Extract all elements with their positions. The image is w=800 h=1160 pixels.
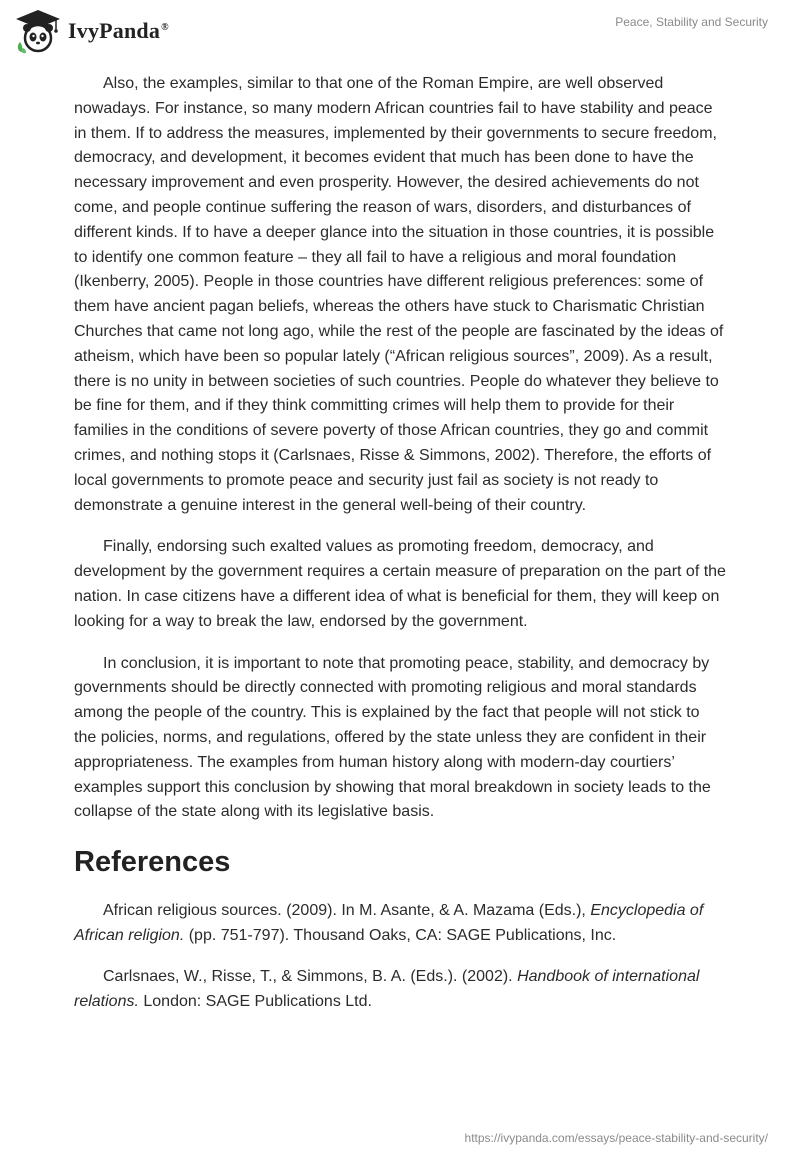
reference-item-2: [74, 965, 726, 1015]
document-title: Peace, Stability and Security: [615, 15, 768, 29]
body-paragraph-2: Finally, endorsing such exalted values as promoting freedom, democracy, and development by the government requires a certain measure of preparation on the part of the nation. In case citizens have a different idea of what is beneficial for them, they will keep on looking for a way to break the law, endorsed by the government.: [74, 538, 726, 630]
source-url[interactable]: https://ivypanda.com/essays/peace-stability-and-security/: [464, 1131, 768, 1145]
page-header: [0, 0, 800, 60]
reference-text: (pp. 751-797). Thousand Oaks, CA: SAGE Publications, Inc.: [184, 926, 617, 944]
reference-title: Encyclopedia of African religion.: [74, 902, 704, 944]
registered-mark: ®: [161, 21, 169, 33]
body-paragraph-1: Also, the examples, similar to that one of the Roman Empire, are well observed nowadays. For instance, so many modern African countries fail to have stability and peace in them. If to address the measures, implemented by their governments to secure freedom, democracy, and development, it becomes evident that much has been done to have the necessary improvement and even prosperity. However, the desired achievements do not come, and people continue suffering the reason of wars, disorders, and disturbances of different kinds. If to have a deeper glance into the situation in those countries, it is possible to identify one common feature – they all fail to have a religious and moral foundation (Ikenberry, 2005). People in those countries have different religious preferences: some of them have ancient pagan beliefs, whereas the others have stuck to Charismatic Christian Churches that came not long ago, while the rest of the people are fascinated by the ideas of atheism, which have been so popular lately (“African religious sources”, 2009). As a result, there is no unity in between societies of such countries. People do whatever they believe to be fine for them, and if they think committing crimes will help them to provide for their families in the conditions of severe poverty of those African countries, they go and commit crimes, and nothing stops it (Carlsnaes, Risse & Simmons, 2002). Therefore, the efforts of local governments to promote peace and security just fail as society is not ready to demonstrate a genuine interest in the general well-being of their country.: [74, 75, 724, 514]
logo-text: IvyPanda®: [68, 18, 169, 43]
body-paragraph-3: In conclusion, it is important to note that promoting peace, stability, and democracy by governments should be directly connected with promoting religious and moral standards among the people of the country. This is explained by the fact that people will not stick to the policies, norms, and regulations, offered by the state unless they are confident in their appropriateness. The examples from human history along with modern-day courtiers’ examples support this conclusion by showing that moral breakdown in society leads to the collapse of the state along with its legislative basis.: [74, 654, 711, 821]
reference-title: Handbook of international relations.: [74, 967, 700, 1010]
panda-graduate-icon: [14, 8, 62, 54]
references-heading: References: [74, 846, 231, 879]
essay-content: [74, 72, 726, 1030]
reference-text: African religious sources. (2009). In M. Asante, & A. Mazama (Eds.),: [103, 902, 591, 920]
reference-item-1: [74, 899, 726, 949]
ivypanda-logo[interactable]: [14, 8, 169, 54]
reference-text: Carlsnaes, W., Risse, T., & Simmons, B. A. (Eds.). (2002).: [103, 967, 518, 985]
reference-text: London: SAGE Publications Ltd.: [138, 992, 372, 1010]
